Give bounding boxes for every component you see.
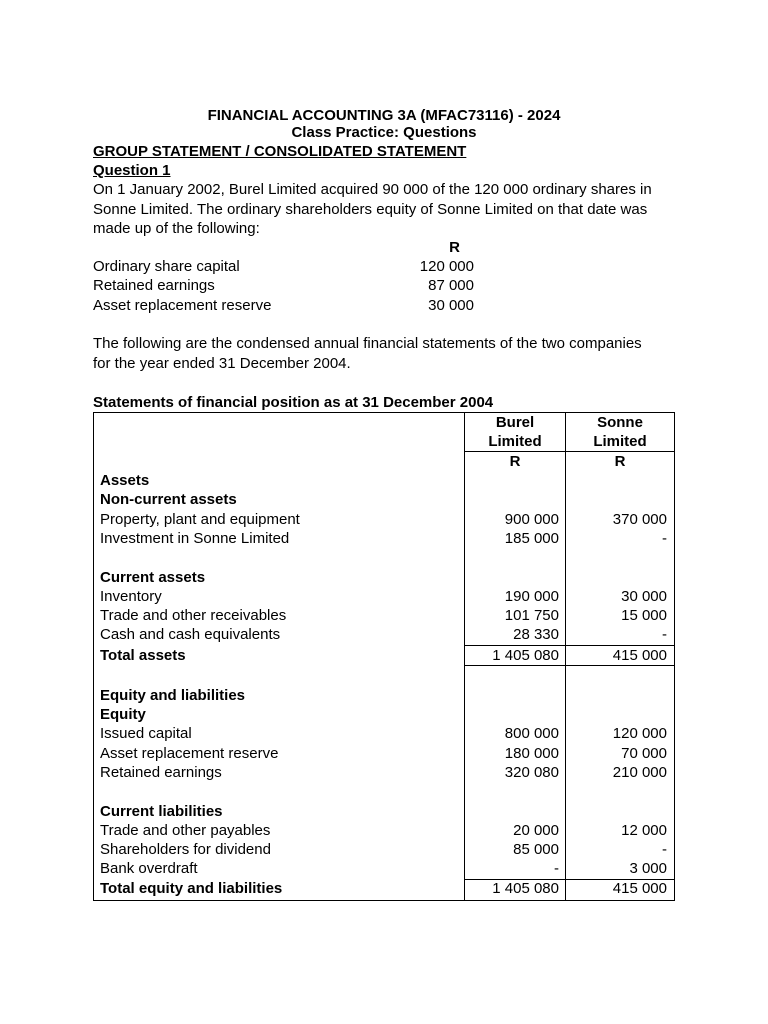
row-burel-value: 800 000 <box>504 725 559 742</box>
row-label: Trade and other receivables <box>100 607 287 624</box>
row-burel-value: 320 080 <box>504 764 559 781</box>
total-assets-sonne: 415 000 <box>612 647 667 664</box>
row-sonne-value: 3 000 <box>629 860 667 877</box>
row-burel-value: 85 000 <box>513 841 559 858</box>
col-sonne-line1: Sonne <box>597 414 643 431</box>
row-burel-value: 185 000 <box>504 530 559 547</box>
current-liabilities-heading: Current liabilities <box>100 803 223 820</box>
section-title: GROUP STATEMENT / CONSOLIDATED STATEMENT <box>93 143 467 160</box>
total-eql-burel: 1 405 080 <box>492 880 559 897</box>
row-label: Asset replacement reserve <box>100 745 279 762</box>
intro-line-3: made up of the following: <box>93 220 260 237</box>
row-burel-value: 900 000 <box>504 511 559 528</box>
row-sonne-value: 15 000 <box>621 607 667 624</box>
row-label: Shareholders for dividend <box>100 841 271 858</box>
row-sonne-value: 210 000 <box>612 764 667 781</box>
table-border-bottom <box>93 900 675 901</box>
intro-line-1: On 1 January 2002, Burel Limited acquired 90 000 of the 120 000 ordinary shares in <box>93 181 652 198</box>
non-current-assets-heading: Non-current assets <box>100 491 237 508</box>
row-label: Issued capital <box>100 725 192 742</box>
course-title: FINANCIAL ACCOUNTING 3A (MFAC73116) - 2024 <box>207 107 561 124</box>
row-burel-value: 28 330 <box>513 626 559 643</box>
total-eql-sonne: 415 000 <box>612 880 667 897</box>
row-label: Cash and cash equivalents <box>100 626 281 643</box>
col-burel-currency: R <box>509 453 521 470</box>
row-sonne-value: 370 000 <box>612 511 667 528</box>
intro-item-label: Ordinary share capital <box>93 258 240 275</box>
total-eql-label: Total equity and liabilities <box>100 880 283 897</box>
equity-liabilities-heading: Equity and liabilities <box>100 687 246 704</box>
row-burel-value: 20 000 <box>513 822 559 839</box>
follow-line-1: The following are the condensed annual financial statements of the two companies <box>93 335 642 352</box>
row-label: Bank overdraft <box>100 860 198 877</box>
total-assets-rule-bottom <box>464 665 675 666</box>
col-sonne-currency: R <box>614 453 626 470</box>
intro-line-2: Sonne Limited. The ordinary shareholders equity of Sonne Limited on that date was <box>93 201 648 218</box>
total-assets-burel: 1 405 080 <box>492 647 559 664</box>
col-sonne-line2: Limited <box>593 433 647 450</box>
row-label: Retained earnings <box>100 764 222 781</box>
intro-item-value: 120 000 <box>419 258 474 275</box>
intro-item-label: Asset replacement reserve <box>93 297 272 314</box>
question-label: Question 1 <box>93 162 171 179</box>
row-label: Inventory <box>100 588 162 605</box>
page-subtitle: Class Practice: Questions <box>291 124 477 141</box>
row-burel-value: - <box>554 860 559 877</box>
col-burel-line1: Burel <box>495 414 535 431</box>
current-assets-heading: Current assets <box>100 569 206 586</box>
row-burel-value: 101 750 <box>504 607 559 624</box>
follow-line-2: for the year ended 31 December 2004. <box>93 355 351 372</box>
row-sonne-value: 70 000 <box>621 745 667 762</box>
row-burel-value: 190 000 <box>504 588 559 605</box>
intro-currency: R <box>449 239 460 256</box>
total-assets-label: Total assets <box>100 647 186 664</box>
row-sonne-value: 120 000 <box>612 725 667 742</box>
equity-heading: Equity <box>100 706 146 723</box>
row-sonne-value: - <box>662 841 667 858</box>
intro-item-label: Retained earnings <box>93 277 215 294</box>
row-sonne-value: - <box>662 530 667 547</box>
row-sonne-value: 30 000 <box>621 588 667 605</box>
intro-item-value: 87 000 <box>428 277 474 294</box>
row-burel-value: 180 000 <box>504 745 559 762</box>
intro-item-value: 30 000 <box>428 297 474 314</box>
col-burel-line2: Limited <box>488 433 542 450</box>
row-sonne-value: - <box>662 626 667 643</box>
row-label: Property, plant and equipment <box>100 511 300 528</box>
table-border-right <box>674 412 675 901</box>
assets-heading: Assets <box>100 472 150 489</box>
row-sonne-value: 12 000 <box>621 822 667 839</box>
table-border-left <box>93 412 94 901</box>
row-label: Trade and other payables <box>100 822 271 839</box>
row-label: Investment in Sonne Limited <box>100 530 290 547</box>
sfp-title: Statements of financial position as at 31 December 2004 <box>93 394 494 411</box>
